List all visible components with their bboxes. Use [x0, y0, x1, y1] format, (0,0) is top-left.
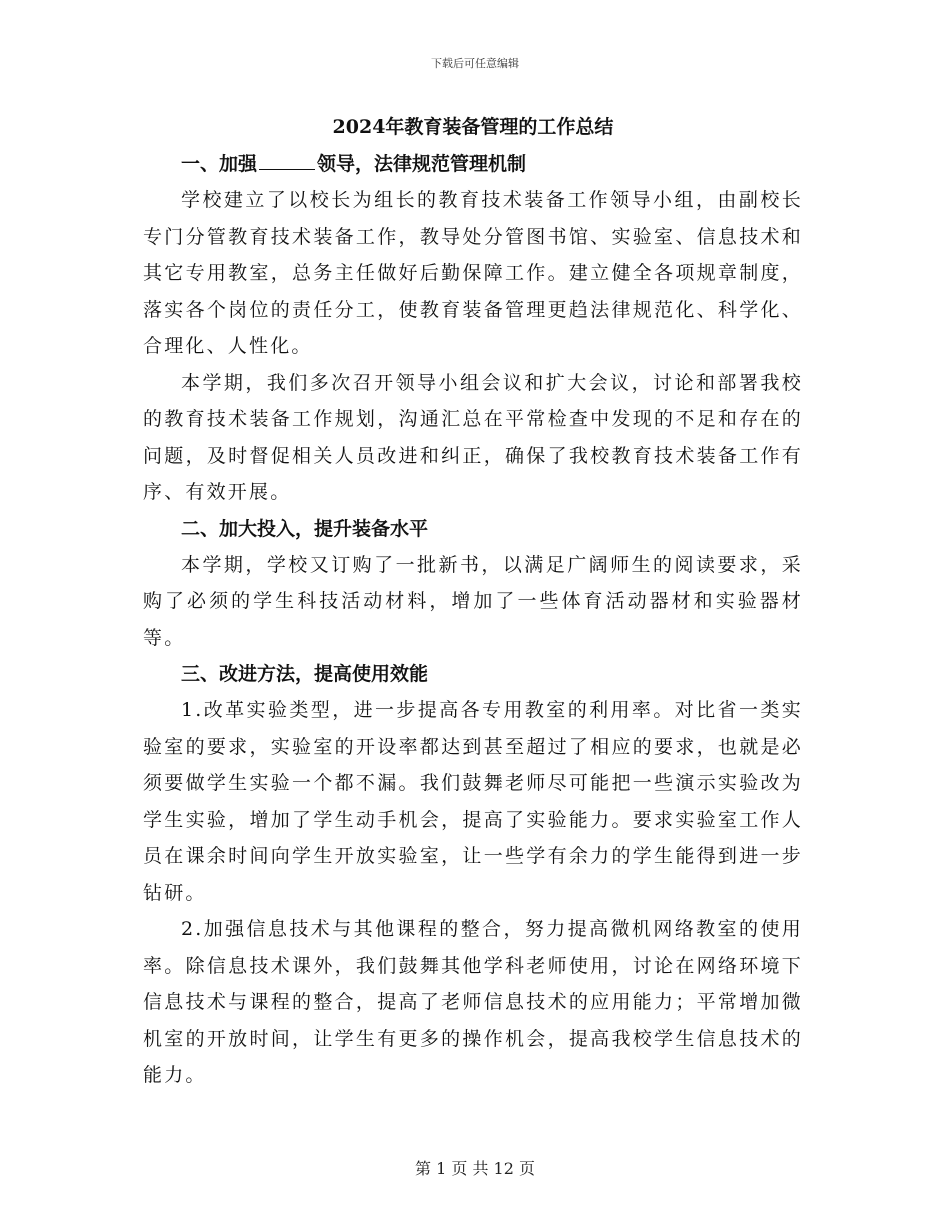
document-body — [143, 112, 803, 1094]
section-3-paragraph-1: 1.改革实验类型，进一步提高各专用教室的利用率。对比省一类实验室的要求，实验室的开设率都达到甚至超过了相应的要求，也就是必须要做学生实验一个都不漏。我们鼓舞老师尽可能把一些演示实验改为学生实验，增加了学生动手机会，提高了实验能力。要求实验室工作人员在课余时间向学生开放实验室，让一些学有余力的学生能得到进一步钻研。 — [143, 699, 803, 904]
header-note: 下载后可任意编辑 — [431, 57, 519, 70]
section-3-paragraph-2: 2.加强信息技术与其他课程的整合，努力提高微机网络教室的使用率。除信息技术课外，我们鼓舞其他学科老师使用，讨论在网络环境下信息技术与课程的整合，提高了老师信息技术的应用能力；平常增加微机室的开放时间，让学生有更多的操作机会，提高我校学生信息技术的能力。 — [143, 918, 803, 1086]
section-2-paragraph-1: 本学期，学校又订购了一批新书，以满足广阔师生的阅读要求，采购了必须的学生科技活动材料，增加了一些体育活动器材和实验器材等。 — [143, 553, 803, 649]
section-heading-1-part-b: 领导，法律规范管理机制 — [317, 153, 527, 175]
document-title: 2024年教育装备管理的工作总结 — [332, 116, 614, 138]
section-heading-1 — [143, 146, 803, 182]
section-heading-1-part-a: 一、加强 — [181, 153, 258, 175]
page-number: 第 1 页 共 12 页 — [415, 1159, 535, 1178]
blank-underline — [259, 168, 315, 170]
section-heading-2: 二、加大投入，提升装备水平 — [181, 517, 429, 540]
section-heading-3: 三、改进方法，提高使用效能 — [181, 663, 429, 685]
section-1-paragraph-2: 本学期，我们多次召开领导小组会议和扩大会议，讨论和部署我校的教育技术装备工作规划，沟通汇总在平常检查中发现的不足和存在的问题，及时督促相关人员改进和纠正，确保了我校教育技术装备工作有序、有效开展。 — [143, 371, 803, 503]
section-1-paragraph-1: 学校建立了以校长为组长的教育技术装备工作领导小组，由副校长专门分管教育技术装备工作，教导处分管图书馆、实验室、信息技术和其它专用教室，总务主任做好后勤保障工作。建立健全各项规章制度，落实各个岗位的责任分工，使教育装备管理更趋法律规范化、科学化、合理化、人性化。 — [143, 189, 803, 357]
